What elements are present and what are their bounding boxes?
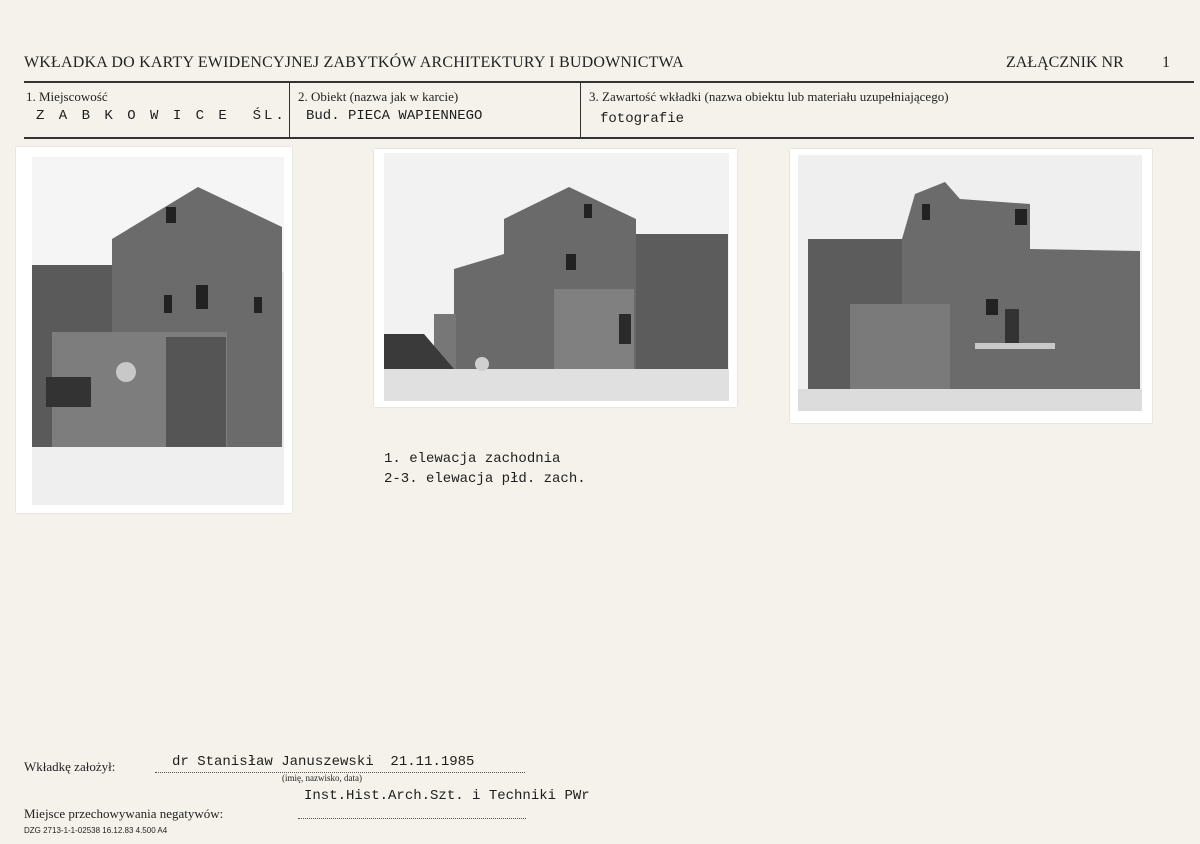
field-divider-1	[289, 83, 290, 137]
annex-number: 1	[1162, 54, 1170, 71]
storage-label: Miejsce przechowywania negatywów:	[24, 806, 224, 821]
founder-hint: (imię, nazwisko, data)	[282, 773, 362, 783]
caption-1: 1. elewacja zachodnia	[384, 451, 561, 467]
photo-3-southwest-elevation	[790, 149, 1152, 423]
header-rule-bottom	[24, 137, 1194, 139]
content-value: fotografie	[600, 111, 685, 127]
caption-2: 2-3. elewacja płd. zach.	[384, 471, 586, 487]
header-rule-top	[24, 81, 1194, 83]
founder-value: dr Stanisław Januszewski 21.11.1985	[172, 754, 475, 770]
storage-dotted-line	[298, 818, 526, 819]
location-value: Z A B K O W I C E ŚL.	[36, 108, 287, 124]
object-value: Bud. PIECA WAPIENNEGO	[306, 108, 483, 124]
annex-label: ZAŁĄCZNIK NR	[1006, 54, 1124, 71]
content-label: 3. Zawartość wkładki (nazwa obiektu lub materiału uzupełniającego)	[589, 89, 949, 104]
field-divider-2	[580, 83, 581, 137]
location-label: 1. Miejscowość	[26, 89, 108, 104]
storage-value: Inst.Hist.Arch.Szt. i Techniki PWr	[304, 788, 590, 804]
founder-label: Wkładkę założył:	[24, 759, 116, 774]
print-code: DZG 2713-1-1-02538 16.12.83 4.500 A4	[24, 826, 168, 835]
photo-1-west-elevation	[16, 147, 292, 513]
photo-2-southwest-elevation	[374, 149, 737, 407]
form-title: WKŁADKA DO KARTY EWIDENCYJNEJ ZABYTKÓW ARCHITEKTURY I BUDOWNICTWA	[24, 54, 684, 71]
object-label: 2. Obiekt (nazwa jak w karcie)	[298, 89, 459, 104]
